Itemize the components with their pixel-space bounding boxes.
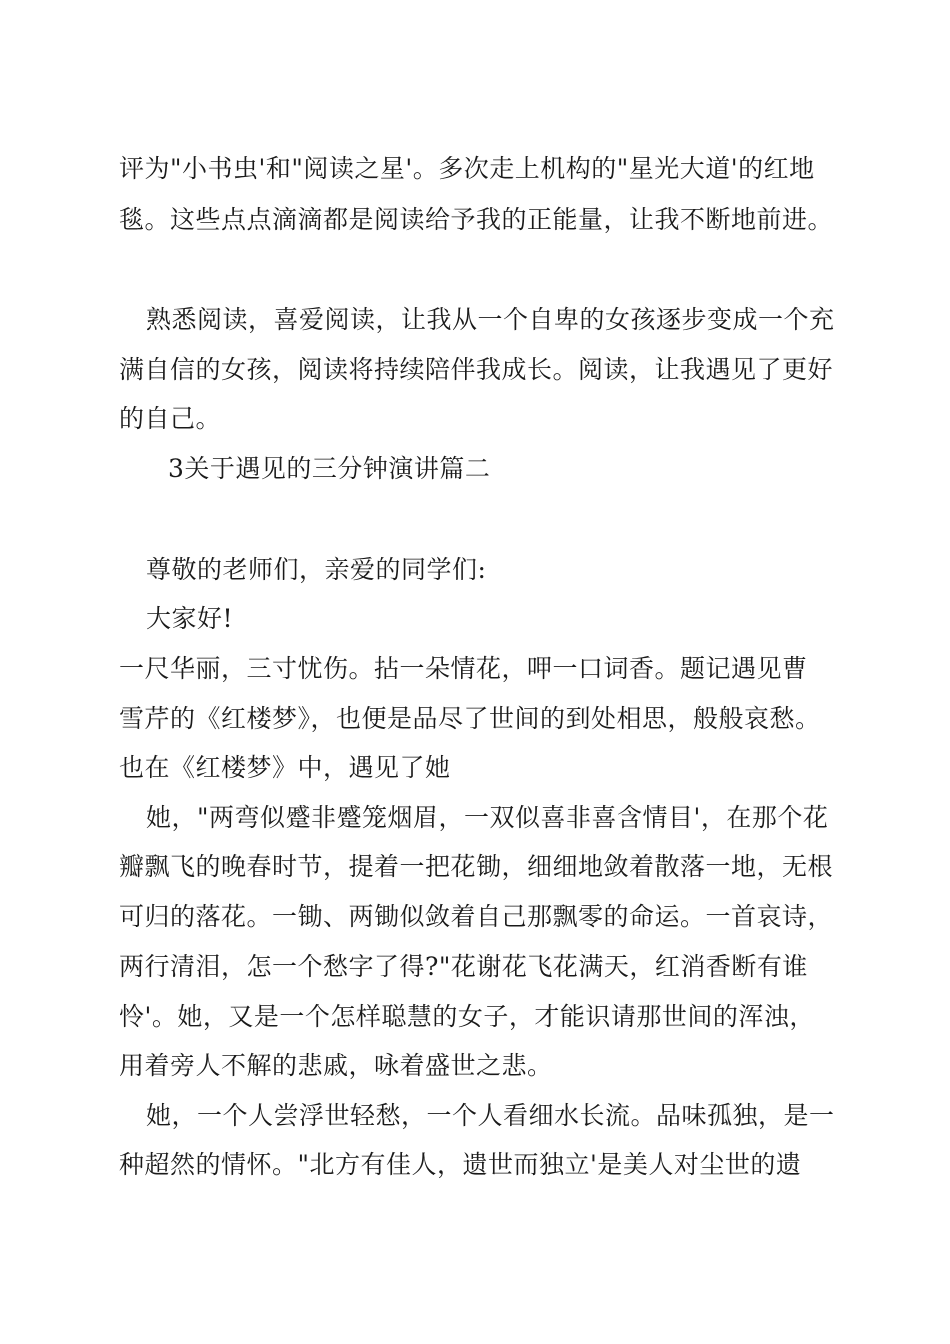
greeting: 大家好!: [146, 604, 234, 633]
text-line: 怜'。她，又是一个怎样聪慧的女子，才能识请那世间的浑浊，: [119, 1002, 815, 1031]
text-line: 她，"两弯似蹙非蹙笼烟眉，一双似喜非喜含情目'，在那个花: [146, 803, 829, 832]
text-line: 种超然的情怀。"北方有佳人，遗世而独立'是美人对尘世的遗: [119, 1150, 802, 1179]
text-line: 瓣飘飞的晚春时节，提着一把花锄，细细地敛着散落一地，无根: [119, 852, 834, 881]
text-line: 她，一个人尝浮世轻愁，一个人看细水长流。品味孤独，是一: [146, 1101, 835, 1130]
text-line: 毯。这些点点滴滴都是阅读给予我的正能量，让我不断地前进。: [119, 205, 834, 234]
text-line: 满自信的女孩，阅读将持续陪伴我成长。阅读，让我遇见了更好: [119, 355, 834, 384]
text-line: 也在《红楼梦》中，遇见了她: [119, 753, 451, 782]
salutation: 尊敬的老师们，亲爱的同学们:: [146, 555, 487, 584]
text-line: 两行清泪，怎一个愁字了得?"花谢花飞花满天，红消香断有谁: [119, 952, 808, 981]
text-line: 一尺华丽，三寸忧伤。拈一朵情花，呷一口词香。题记遇见曹: [119, 654, 808, 683]
section-heading: 3关于遇见的三分钟演讲篇二: [168, 454, 491, 483]
text-line: 雪芹的《红楼梦》，也便是品尽了世间的到处相思，般般哀愁。: [119, 704, 821, 733]
text-line: 的自己。: [119, 404, 222, 433]
text-line: 评为"小书虫'和"阅读之星'。多次走上机构的"星光大道'的红地: [119, 154, 815, 183]
text-line: 用着旁人不解的悲戚，咏着盛世之悲。: [119, 1051, 553, 1080]
text-line: 可归的落花。一锄、两锄似敛着自己那飘零的命运。一首哀诗，: [119, 902, 834, 931]
text-line: 熟悉阅读，喜爱阅读，让我从一个自卑的女孩逐步变成一个充: [146, 305, 835, 334]
